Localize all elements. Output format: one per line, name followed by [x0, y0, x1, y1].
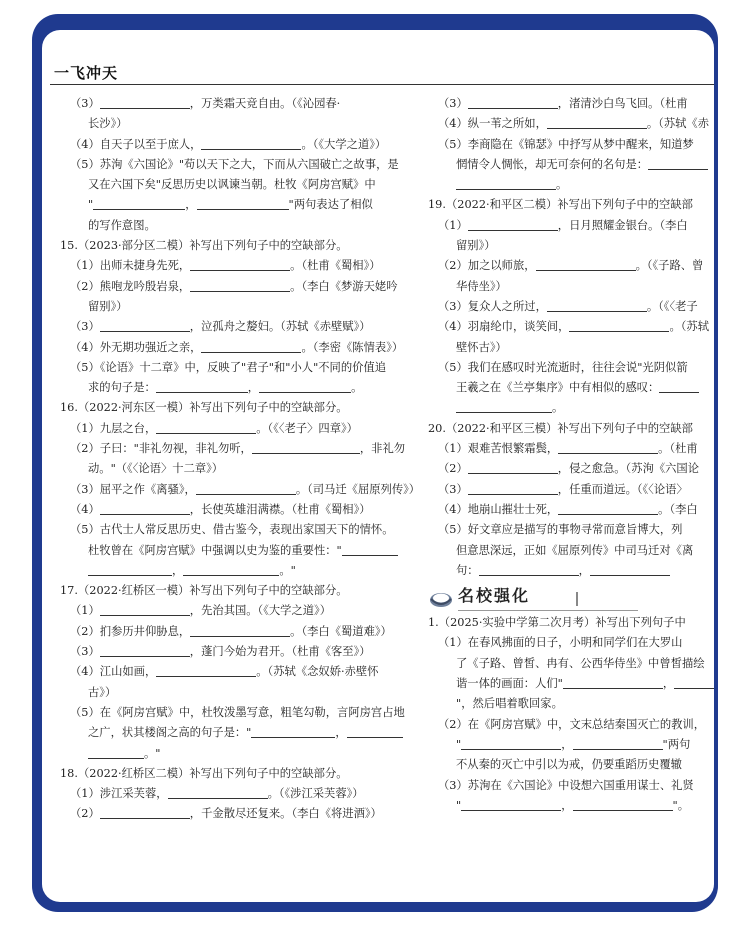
question-20-title: 20.（2022·和平区三模）补写出下列句子中的空缺部 [428, 421, 693, 435]
question-19-title: 19.（2022·和平区二模）补写出下列句子中的空缺部 [428, 198, 693, 212]
line-text: （1） [438, 218, 468, 232]
answer-blank[interactable] [569, 318, 669, 332]
line-text: ，先治其国。（《大学之道》） [189, 604, 332, 618]
line-text: "，然后唱着歌回家。 [456, 697, 563, 711]
answer-blank[interactable] [347, 724, 403, 738]
line-text: 句： [456, 563, 479, 577]
answer-blank[interactable] [558, 501, 658, 515]
line-text: 留别》） [456, 239, 496, 253]
line-text: " [88, 198, 94, 212]
line-text: ，万类霜天竞自由。（ [189, 97, 298, 110]
line-text: （5）在《阿房宫赋》中，杜牧泼墨写意，粗笔勾勒，言阿房宫占地 [70, 705, 405, 719]
line-text: 王羲之在《兰亭集序》中有相似的感叹： [456, 381, 660, 395]
line-text: （1）九层之台， [70, 421, 157, 435]
question-line [60, 358, 410, 378]
line-text: 。 [556, 178, 568, 192]
line-text: 。（《涉江采芙蓉》） [267, 787, 364, 801]
question-1-title: 1.（2025·实验中学第二次月考）补写出下列句子中 [428, 616, 686, 630]
answer-blank[interactable] [468, 217, 558, 231]
question-line [428, 694, 714, 714]
line-text: 。（李白 [658, 502, 698, 516]
line-text: （1） [70, 604, 100, 618]
answer-blank[interactable] [659, 379, 699, 393]
line-text: ， [662, 677, 675, 691]
answer-blank[interactable] [197, 196, 289, 210]
line-text: ， [561, 737, 573, 751]
line-text: （1）涉江采芙蓉， [70, 787, 168, 801]
line-text: ，侵之愈急。（苏洵《六国论 [557, 462, 700, 476]
line-text: ，非礼勿 [359, 442, 406, 456]
line-text: 。（李白《梦游天姥吟 [290, 279, 398, 293]
line-text: 但意思深远，正如《屈原列传》中司马迁对《离 [456, 543, 694, 557]
section-header [428, 583, 714, 613]
question-line [428, 561, 714, 581]
question-line [60, 500, 410, 520]
answer-blank[interactable] [88, 562, 172, 576]
answer-blank[interactable] [648, 156, 708, 170]
line-text: （2）在《阿房宫赋》中，文末总结秦国灭亡的教训， [438, 717, 706, 731]
line-text: （4） [70, 502, 100, 516]
answer-blank[interactable] [573, 797, 673, 811]
line-text: 。（《〈老子 [646, 299, 698, 313]
answer-blank[interactable] [93, 196, 185, 210]
line-text: ，蓬门今始为君开。（杜甫《客至》） [189, 645, 371, 659]
question-line [428, 735, 714, 755]
answer-blank[interactable] [252, 440, 360, 454]
question-line [60, 317, 410, 337]
line-text: （2） [70, 807, 100, 821]
question-line [428, 500, 714, 520]
section-divider [576, 592, 578, 606]
question-line [60, 662, 410, 682]
line-text: 。（苏轼 [669, 320, 710, 334]
question-line [428, 541, 714, 561]
section-underline [458, 610, 638, 611]
answer-blank[interactable] [547, 298, 647, 312]
question-line [60, 703, 410, 723]
answer-blank[interactable] [558, 440, 658, 454]
line-text: ，日月照耀金银台。（李白 [557, 218, 688, 232]
line-text: （3） [70, 320, 100, 334]
question-line [60, 94, 410, 114]
line-text: （5）古代士人常反思历史、借古鉴今，表现出家国天下的情怀。 [70, 523, 394, 537]
answer-blank[interactable] [196, 481, 296, 495]
line-text: 华侍坐》） [456, 279, 507, 293]
line-text: 杜牧曾在《阿房宫赋》中强调以史为鉴的重要性：" [88, 543, 342, 557]
line-text: （4）地崩山摧壮士死， [438, 502, 559, 516]
line-text: （5）苏洵《六国论》"苟以天下之大，下而从六国破亡之故事，是 [70, 157, 399, 171]
answer-blank[interactable] [100, 805, 190, 819]
line-text: ， [247, 381, 260, 395]
question-line [60, 256, 410, 276]
question-line [60, 480, 421, 500]
line-text: （3）复众人之所过， [438, 299, 547, 313]
question-line [428, 755, 714, 775]
answer-blank[interactable] [547, 115, 647, 129]
line-text: （1）出师未捷身先死， [70, 259, 191, 273]
question-16-title: 16.（2022·河东区一模）补写出下列句子中的空缺部分。 [60, 401, 348, 415]
line-source: 《沁园春· [297, 97, 341, 110]
line-text: 。（苏轼《赤 [646, 117, 710, 131]
question-line [60, 277, 410, 297]
line-text: （2）扪参历井仰胁息， [70, 624, 191, 638]
line-text: ，千金散尽还复来。（李白《将进酒》） [189, 807, 382, 821]
line-text: 。（杜甫 [658, 442, 698, 456]
line-text: 。（李白《蜀道难》） [290, 624, 392, 638]
question-line [428, 520, 714, 540]
line-text: 。" [279, 563, 296, 577]
line-text: （3）苏洵在《六国论》中设想六国重用谋士、礼贤 [438, 778, 694, 792]
question-line [60, 622, 410, 642]
line-text: （2）熊咆龙吟殷岩泉， [70, 279, 191, 293]
line-text: ，泣孤舟之嫠妇。（苏轼《赤壁赋》） [189, 320, 371, 334]
answer-blank[interactable] [590, 562, 670, 576]
question-line [428, 796, 714, 816]
question-line [60, 338, 410, 358]
question-line [60, 642, 410, 662]
line-text: 。（司马迁《屈原列传》） [295, 482, 421, 496]
line-text: 。（杜甫《蜀相》） [290, 259, 381, 273]
line-text: "。 [672, 798, 690, 812]
line-text: （3） [70, 97, 100, 110]
question-line [428, 358, 714, 378]
question-line [60, 297, 410, 317]
line-text: 惘情令人惆怅，却无可奈何的名句是： [456, 157, 649, 171]
question-line [428, 155, 714, 175]
line-text: ， [561, 798, 573, 812]
answer-blank[interactable] [456, 399, 552, 413]
line-text: （2）子曰："非礼勿视，非礼勿听， [70, 442, 252, 456]
line-text: " [456, 737, 462, 751]
answer-blank[interactable] [100, 95, 190, 109]
question-line [428, 654, 714, 674]
question-line [428, 459, 714, 479]
question-15-title: 15.（2023·部分区二模）补写出下列句子中的空缺部分。 [60, 239, 348, 253]
answer-blank[interactable] [190, 278, 290, 292]
line-text: （4）江山如画， [70, 665, 157, 679]
line-text: ， [578, 563, 590, 577]
line-text: ， [185, 198, 197, 212]
answer-blank[interactable] [461, 797, 561, 811]
line-text: （5）李商隐在《锦瑟》中抒写从梦中醒来，知道梦 [438, 137, 694, 151]
line-text: 壁怀古》） [456, 340, 507, 354]
answer-blank[interactable] [190, 257, 290, 271]
line-text: （3） [438, 97, 468, 110]
question-line [60, 520, 410, 540]
line-text: 古》） [88, 685, 117, 699]
question-line [428, 480, 714, 500]
answer-blank[interactable] [259, 379, 351, 393]
line-text: 。 [552, 401, 564, 415]
line-text: （5）我们在感叹时光流逝时，往往会说"光阴似箭 [438, 360, 688, 374]
line-text: 。（《大学之道》） [301, 137, 387, 151]
question-18-title: 18.（2022·红桥区二模）补写出下列句子中的空缺部分。 [60, 766, 348, 780]
left-column [60, 94, 421, 825]
answer-blank[interactable] [456, 176, 556, 190]
question-line [60, 459, 410, 479]
line-text: 。" [144, 746, 161, 760]
question-line [60, 601, 410, 621]
line-text: （1）在春风拂面的日子，小明和同学们在大罗山 [438, 636, 683, 650]
line-text: （2）加之以师旅， [438, 259, 536, 273]
question-line [60, 723, 410, 743]
answer-blank[interactable] [468, 95, 558, 109]
header-title: 一飞冲天 [54, 64, 119, 82]
answer-blank[interactable] [342, 542, 398, 556]
question-line [60, 195, 410, 215]
answer-blank[interactable] [168, 785, 268, 799]
question-line [60, 683, 410, 703]
answer-blank[interactable] [100, 602, 190, 616]
question-line [428, 236, 714, 256]
laurel-icon [428, 587, 454, 609]
line-text: "两句 [662, 737, 691, 751]
line-text: （1）艰难苦恨繁霜鬓， [438, 442, 559, 456]
line-text: 留别》） [88, 299, 128, 313]
line-text: （3） [438, 482, 468, 496]
question-line [60, 744, 410, 764]
line-text: 。（《子路、曾 [635, 259, 704, 273]
question-line [428, 114, 714, 134]
question-line [428, 398, 714, 418]
question-line [428, 256, 714, 276]
page-header [50, 62, 714, 84]
question-line [428, 175, 714, 195]
question-line [428, 378, 714, 398]
question-line [60, 541, 410, 561]
line-text: 的写作意图。 [88, 218, 156, 232]
line-text: 。 [351, 381, 363, 395]
line-text: 求的句子是： [88, 381, 156, 395]
line-text: 又在六国下矣"反思历史以讽谏当朝。杜牧《阿房宫赋》中 [88, 178, 376, 192]
line-text: （4）纵一苇之所如， [438, 117, 547, 131]
line-text: 长沙》） [88, 117, 128, 131]
answer-blank[interactable] [536, 257, 636, 271]
answer-blank[interactable] [674, 675, 714, 689]
line-text: ， [172, 563, 184, 577]
question-line [60, 439, 410, 459]
line-text: ， [335, 726, 347, 740]
line-text: ，渚清沙白鸟飞回。（杜甫 [557, 97, 688, 110]
line-text: （3） [70, 645, 100, 659]
line-text: （4）外无期功强近之亲， [70, 340, 202, 354]
question-line [428, 135, 714, 155]
header-rule [50, 84, 714, 85]
question-line [60, 216, 410, 236]
line-text: （4）羽扇纶巾，谈笑间， [438, 320, 570, 334]
line-text: 不从秦的灭亡中引以为戒，仍要重蹈历史覆辙 [456, 758, 682, 772]
line-text: （4）自天子以至于庶人， [70, 137, 202, 151]
question-line [428, 633, 714, 653]
line-text: ，长使英雄泪满襟。（杜甫《蜀相》） [189, 502, 371, 516]
question-line [60, 419, 410, 439]
line-text: （5）好文章应是描写的事物寻常而意旨博大，列 [438, 523, 683, 537]
section-title: 名校强化 [458, 586, 531, 606]
question-line [428, 317, 714, 337]
line-text: 了《子路、曾皙、冉有、公西华侍坐》中曾皙描绘 [456, 656, 705, 670]
answer-blank[interactable] [100, 318, 190, 332]
question-line [428, 439, 714, 459]
line-text: 。（苏轼《念奴娇·赤壁怀 [256, 665, 379, 679]
question-17-title: 17.（2022·红桥区一模）补写出下列句子中的空缺部分。 [60, 584, 348, 598]
answer-blank[interactable] [100, 501, 190, 515]
answer-blank[interactable] [201, 339, 301, 353]
line-text: " [456, 798, 462, 812]
answer-blank[interactable] [201, 136, 301, 150]
line-text: 。（《〈老子〉四章》） [256, 421, 358, 435]
question-line [60, 561, 410, 581]
answer-blank[interactable] [251, 724, 335, 738]
line-text: 。（李密《陈情表》） [301, 340, 404, 354]
answer-blank[interactable] [88, 745, 144, 759]
answer-blank[interactable] [573, 736, 663, 750]
answer-blank[interactable] [468, 460, 558, 474]
answer-blank[interactable] [156, 379, 248, 393]
answer-blank[interactable] [183, 562, 279, 576]
question-line [428, 297, 714, 317]
question-line [428, 338, 714, 358]
line-text: （5）《论语》十二章》中，反映了"君子"和"小人"不同的价值追 [70, 360, 387, 374]
answer-blank[interactable] [156, 663, 256, 677]
question-line [428, 216, 714, 236]
question-line [428, 776, 714, 796]
right-column [428, 94, 714, 816]
line-text: 动。"（《〈论语〉十二章》） [88, 462, 224, 476]
answer-blank[interactable] [468, 481, 558, 495]
answer-blank[interactable] [461, 736, 561, 750]
question-line [60, 114, 410, 134]
answer-blank[interactable] [156, 420, 256, 434]
worksheet-page [42, 30, 714, 902]
question-line [428, 674, 714, 694]
question-line [60, 175, 410, 195]
question-line [60, 804, 410, 824]
question-line [60, 784, 410, 804]
question-line [60, 135, 410, 155]
answer-blank[interactable] [479, 562, 579, 576]
question-line [60, 155, 410, 175]
question-line [428, 715, 714, 735]
answer-blank[interactable] [100, 643, 190, 657]
answer-blank[interactable] [563, 675, 663, 689]
question-line [428, 94, 714, 114]
line-text: ，任重而道远。（《〈论语〉 [557, 482, 688, 496]
line-text: （3）屈平之作《离骚》， [70, 482, 196, 496]
question-line [428, 277, 714, 297]
line-text: （2） [438, 462, 468, 476]
line-text: "两句表达了相似 [288, 198, 373, 212]
question-line [60, 378, 410, 398]
line-text: 谐一体的画面：人们" [456, 677, 563, 691]
answer-blank[interactable] [190, 623, 290, 637]
line-text: 之广，状其楼阁之高的句子是：" [88, 726, 252, 740]
